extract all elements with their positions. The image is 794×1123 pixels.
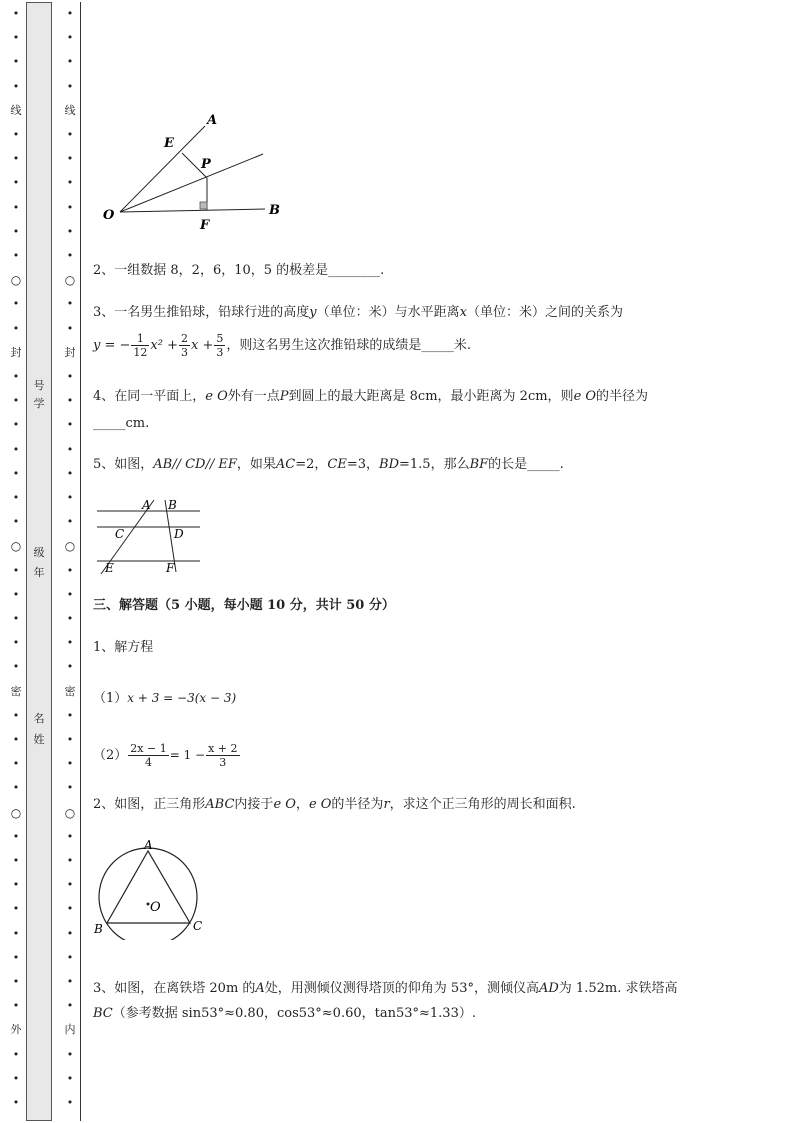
left-margin-dot: •: [12, 781, 20, 795]
right-margin-char: 内: [64, 1023, 76, 1037]
q5-b: ，如果: [236, 457, 276, 472]
right-margin-circle: ○: [64, 539, 76, 554]
s3-question-1-title: 1、解方程: [93, 640, 154, 655]
right-margin-dot: •: [66, 31, 74, 45]
s3q1-frac-2-den: 3: [219, 756, 227, 769]
label-e: E: [105, 561, 114, 575]
q4-var-p: P: [279, 389, 289, 404]
q5-e: =1.5，那么: [399, 457, 470, 472]
q3-tail: ，则这名男生这次推铅球的成绩是_____米.: [226, 338, 471, 353]
right-margin-dot: •: [66, 7, 74, 20]
strip-label-ji: 级: [33, 546, 45, 559]
strip-label-nian: 年: [33, 566, 45, 579]
ray-ob: [120, 209, 265, 212]
strip-label-ming: 名: [33, 712, 45, 725]
question-4-line2: _____cm.: [93, 416, 150, 431]
triangle-abc: [107, 851, 190, 923]
figure-parallel-lines: [94, 494, 206, 576]
right-angle-mark: [200, 202, 207, 209]
left-margin-dot: •: [12, 200, 20, 214]
left-margin-dot: •: [12, 587, 20, 601]
left-margin-dot: •: [12, 950, 20, 964]
label-p: P: [201, 157, 211, 172]
label-c: C: [115, 527, 125, 541]
q5-ce: CE: [327, 457, 347, 472]
right-margin-dot: •: [66, 515, 74, 529]
s3q2-circle-o-1: e O: [273, 797, 296, 812]
right-margin-dot: •: [66, 491, 74, 504]
q3-text-b: （单位：米）与水平距离: [316, 305, 460, 320]
q4-text-c: 到圆上的最大距离是 8cm，最小距离为 2cm，则: [288, 389, 574, 404]
q3-term-1: x² +: [150, 338, 178, 353]
q3-var-x: x: [459, 305, 467, 320]
right-margin-dot: •: [66, 587, 74, 601]
label-f: F: [166, 561, 175, 575]
left-margin-dot: •: [12, 370, 20, 383]
q3-frac-3-num: 5: [216, 332, 224, 345]
q5-a: 5、如图，: [93, 457, 154, 472]
label-o: O: [103, 208, 115, 223]
left-margin-dot: •: [12, 55, 20, 69]
section-3-heading: 三、解答题（5 小题，每小题 10 分，共计 50 分）: [93, 598, 395, 613]
s3q2-circle-o-2: e O: [308, 797, 332, 812]
circle-o: [99, 848, 197, 940]
s3q1-frac-2-num: x + 2: [208, 742, 238, 755]
s3q2-a: 2、如图，正三角形: [93, 797, 206, 812]
right-margin-dot: •: [66, 442, 74, 456]
left-margin-dot: •: [12, 854, 20, 867]
q3-frac-2-num: 2: [180, 332, 188, 345]
s3q1-p2-mid: = 1 −: [169, 748, 206, 762]
s3q2-r: r: [383, 797, 390, 812]
right-margin-dot: •: [66, 466, 74, 480]
right-margin-dot: •: [66, 418, 74, 432]
q5-c: =2，: [295, 457, 328, 472]
q3-text-a: 3、一名男生推铅球，铅球行进的高度: [93, 305, 310, 320]
left-margin-dot: •: [12, 128, 20, 141]
left-margin-dot: •: [12, 418, 20, 432]
s3q3-a: 3、如图，在离铁塔 20m 的: [93, 981, 256, 996]
right-margin-dot: •: [66, 878, 74, 892]
s3q1-frac-1-den: 4: [144, 756, 152, 769]
question-4-line1: [93, 388, 648, 406]
right-margin-dot: •: [66, 563, 74, 577]
s3q3-c: 为 1.52m. 求铁塔高: [558, 981, 678, 996]
right-margin-dot: •: [66, 1047, 74, 1061]
s3-question-1-part1: [93, 689, 236, 708]
s3q2-d: 的半径为: [331, 797, 384, 812]
left-margin-dot: •: [12, 733, 20, 746]
right-margin-char: 密: [64, 684, 76, 698]
question-5: [93, 456, 564, 474]
right-margin-dot: •: [66, 79, 74, 93]
label-a: A: [142, 498, 151, 512]
strip-label-xue: 学: [33, 397, 45, 410]
s3q3-line2: （参考数据 sin53°≈0.80，cos53°≈0.60，tan53°≈1.33）.: [112, 1006, 476, 1021]
right-margin-char: 线: [64, 103, 76, 117]
q3-frac-1-num: 1: [131, 332, 149, 346]
right-margin-dot: •: [66, 128, 74, 141]
right-margin-dot: •: [66, 370, 74, 383]
left-margin-dot: •: [12, 563, 20, 577]
strip-label-xing: 姓: [33, 733, 45, 746]
left-margin-dot: •: [12, 1071, 20, 1085]
label-b: B: [94, 922, 103, 936]
left-margin-dot: •: [12, 636, 20, 650]
left-margin-dot: •: [12, 975, 20, 988]
s3q2-abc: ABC: [205, 797, 235, 812]
right-margin-dot: •: [66, 708, 74, 722]
right-margin-dot: •: [66, 926, 74, 940]
q4-text-d: 的半径为: [596, 389, 649, 404]
left-margin-dot: •: [12, 31, 20, 45]
left-margin-dot: •: [12, 394, 20, 408]
student-info-strip: [26, 2, 52, 1121]
binding-margin-right: [59, 0, 81, 1123]
right-margin-dot: •: [66, 176, 74, 190]
right-margin-dot: •: [66, 854, 74, 867]
label-b: B: [269, 203, 280, 218]
left-margin-dot: •: [12, 176, 20, 190]
q5-bd: BD: [379, 457, 400, 472]
s3q2-e: ，求这个正三角形的周长和面积.: [389, 797, 576, 812]
label-f: F: [200, 218, 210, 233]
s3q2-c: ，: [295, 797, 309, 812]
label-d: D: [174, 527, 184, 541]
left-margin-dot: •: [12, 1096, 20, 1109]
left-margin-dot: •: [12, 466, 20, 480]
margin-divider-line: [80, 2, 81, 1121]
right-margin-dot: •: [66, 829, 74, 843]
left-margin-char: 外: [10, 1023, 22, 1037]
question-3-line1: [93, 304, 623, 322]
s3-question-2: [93, 796, 576, 814]
right-margin-dot: •: [66, 55, 74, 69]
s3q2-b: 内接于: [234, 797, 274, 812]
right-margin-dot: •: [66, 321, 74, 335]
right-margin-dot: •: [66, 999, 74, 1013]
q4-circle-o-1: e O: [205, 389, 228, 404]
q5-rel: AB// CD// EF: [153, 457, 237, 472]
label-o: O: [150, 900, 161, 915]
right-margin-dot: •: [66, 200, 74, 214]
left-margin-dot: •: [12, 1047, 20, 1061]
right-margin-dot: •: [66, 1071, 74, 1085]
label-e: E: [164, 136, 174, 151]
question-3-equation: [93, 328, 471, 364]
question-2-range: 2、一组数据 8，2，6，10，5 的极差是________.: [93, 263, 385, 278]
q3-eq-lhs: y = −: [93, 338, 131, 353]
right-margin-dot: •: [66, 636, 74, 650]
left-margin-char: 线: [10, 103, 22, 117]
label-c: C: [193, 919, 203, 933]
right-margin-dot: •: [66, 781, 74, 795]
s3q3-b: 处，用测倾仪测得塔顶的仰角为 53°，测倾仪高: [264, 981, 539, 996]
s3-question-3-line2: [93, 1005, 476, 1023]
s3q1-p1-eq: x + 3 = −3(x − 3): [127, 691, 237, 705]
q4-circle-o-2: e O: [573, 389, 597, 404]
right-margin-dot: •: [66, 297, 74, 311]
s3q1-p2-label: （2）: [93, 748, 128, 763]
left-margin-circle: ○: [10, 539, 22, 554]
right-margin-dot: •: [66, 249, 74, 262]
q5-f: 的长是_____.: [488, 457, 564, 472]
right-margin-dot: •: [66, 975, 74, 988]
left-margin-dot: •: [12, 321, 20, 335]
left-margin-dot: •: [12, 442, 20, 456]
q3-var-y: y: [309, 305, 317, 320]
s3q1-p1-label: （1）: [93, 691, 128, 706]
right-margin-circle: ○: [64, 805, 76, 820]
s3q1-frac-2: [206, 742, 239, 769]
label-a: A: [144, 838, 153, 852]
right-margin-dot: •: [66, 1096, 74, 1109]
left-margin-circle: ○: [10, 805, 22, 820]
left-margin-dot: •: [12, 878, 20, 892]
q4-text-b: 外有一点: [227, 389, 280, 404]
figure-inscribed-triangle: [92, 838, 207, 940]
left-margin-dot: •: [12, 926, 20, 940]
left-margin-dot: •: [12, 660, 20, 674]
right-margin-dot: •: [66, 152, 74, 166]
right-margin-dot: •: [66, 394, 74, 408]
strip-label-hao: 号: [33, 379, 45, 392]
right-margin-dot: •: [66, 612, 74, 625]
q5-bf: BF: [469, 457, 489, 472]
s3q3-ad: AD: [538, 981, 559, 996]
right-margin-dot: •: [66, 660, 74, 674]
q3-frac-3: [214, 332, 225, 359]
s3-question-1-part2: [93, 738, 241, 773]
left-margin-dot: •: [12, 902, 20, 916]
q3-text-c: （单位：米）之间的关系为: [467, 305, 624, 320]
binding-margin-left: [5, 0, 27, 1123]
q5-ac: AC: [275, 457, 296, 472]
q5-d: =3，: [346, 457, 380, 472]
left-margin-char: 密: [10, 684, 22, 698]
right-margin-dot: •: [66, 950, 74, 964]
left-margin-char: 封: [10, 345, 22, 359]
left-margin-dot: •: [12, 757, 20, 771]
figure-angle-bisector: [95, 108, 295, 233]
ray-oa: [120, 126, 205, 212]
left-margin-dot: •: [12, 249, 20, 262]
q4-text-a: 4、在同一平面上，: [93, 389, 206, 404]
right-margin-dot: •: [66, 902, 74, 916]
left-margin-dot: •: [12, 999, 20, 1013]
left-margin-dot: •: [12, 152, 20, 166]
left-margin-dot: •: [12, 297, 20, 311]
left-margin-dot: •: [12, 224, 20, 238]
right-margin-dot: •: [66, 757, 74, 771]
label-a: A: [207, 113, 218, 128]
left-margin-circle: ○: [10, 273, 22, 288]
left-margin-dot: •: [12, 515, 20, 529]
left-margin-dot: •: [12, 491, 20, 504]
q3-frac-1-den: 12: [133, 346, 148, 359]
q3-frac-2-den: 3: [180, 346, 188, 359]
right-margin-dot: •: [66, 224, 74, 238]
right-margin-dot: •: [66, 733, 74, 746]
q3-frac-3-den: 3: [216, 346, 224, 359]
q3-frac-2: [179, 332, 190, 359]
left-margin-dot: •: [12, 829, 20, 843]
s3-question-3-line1: [93, 980, 677, 998]
s3q3-bc: BC: [93, 1006, 113, 1021]
left-margin-dot: •: [12, 612, 20, 625]
left-margin-dot: •: [12, 79, 20, 93]
right-margin-circle: ○: [64, 273, 76, 288]
s3q1-frac-1-num: 2x − 1: [130, 742, 167, 755]
q3-frac-1: [131, 332, 149, 359]
right-margin-char: 封: [64, 345, 76, 359]
left-margin-dot: •: [12, 7, 20, 20]
label-b: B: [168, 498, 177, 512]
s3q1-frac-1: [128, 742, 168, 769]
s3q3-var-a: A: [255, 981, 265, 996]
left-margin-dot: •: [12, 708, 20, 722]
q3-term-2: x +: [190, 338, 214, 353]
